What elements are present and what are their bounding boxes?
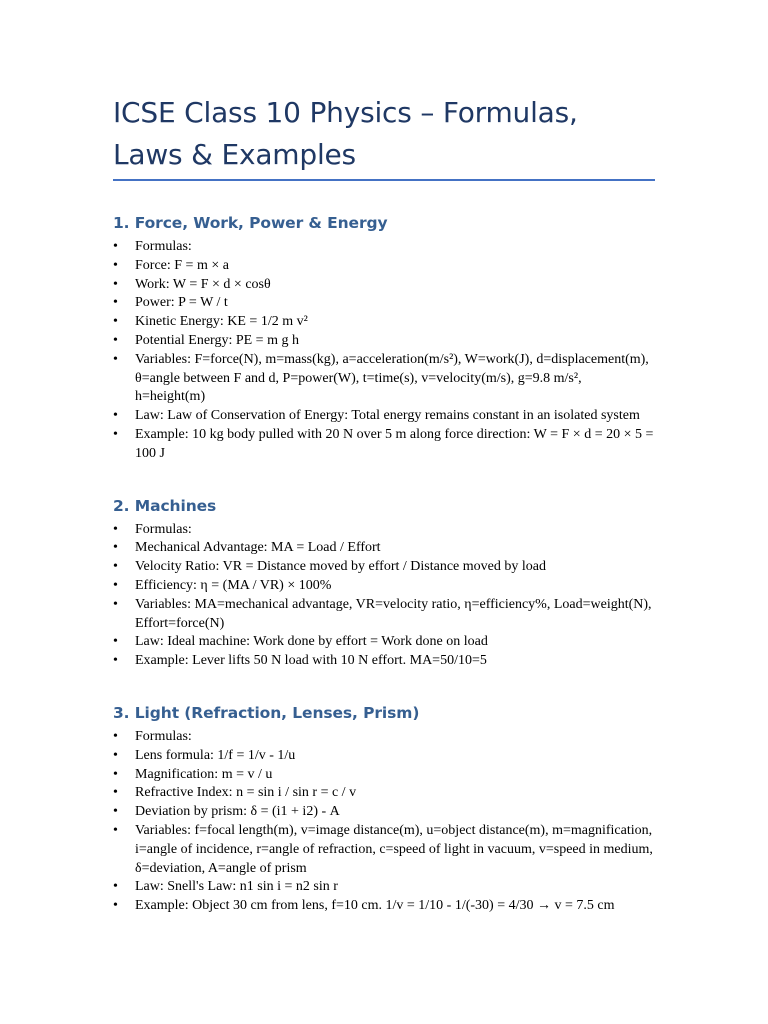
bullet-icon: •	[113, 295, 118, 311]
section-light	[113, 703, 655, 916]
list-item: • Example: 10 kg body pulled with 20 N over 5 m along force direction: W = F × d = 20 × 5 = 100 J	[113, 426, 654, 461]
document-page	[113, 92, 655, 916]
list-item: • Formulas:	[113, 728, 655, 747]
list-item: • Work: W = F × d × cosθ	[113, 276, 655, 295]
list-item: • Example: Object 30 cm from lens, f=10 cm. 1/v = 1/10 - 1/(-30) = 4/30 → v = 7.5 cm	[113, 897, 655, 916]
bullet-list	[113, 728, 655, 916]
bullet-icon: •	[113, 653, 118, 669]
list-item: • Mechanical Advantage: MA = Load / Effort	[113, 539, 655, 558]
list-item: • Refractive Index: n = sin i / sin r = c / v	[113, 784, 655, 803]
bullet-icon: •	[113, 596, 118, 612]
bullet-list	[113, 521, 655, 671]
bullet-icon: •	[113, 634, 118, 650]
list-item: • Kinetic Energy: KE = 1/2 m v²	[113, 313, 655, 332]
list-item: • Velocity Ratio: VR = Distance moved by effort / Distance moved by load	[113, 558, 655, 577]
list-item: • Formulas:	[113, 521, 655, 540]
list-item: • Deviation by prism: δ = (i1 + i2) - A	[113, 803, 655, 822]
section-force-work-power-energy	[113, 213, 655, 464]
bullet-icon: •	[113, 332, 118, 348]
list-item: • Power: P = W / t	[113, 294, 655, 313]
list-item: • Formulas:	[113, 238, 655, 257]
bullet-icon: •	[113, 257, 118, 273]
list-item: • Law: Ideal machine: Work done by effort = Work done on load	[113, 633, 655, 652]
list-item: • Variables: f=focal length(m), v=image distance(m), u=object distance(m), m=magnification, i=angle of incidence, r=angle of refraction, c=speed of light in vacuum, v=speed in medium, δ=deviation, A=angle of prism	[113, 822, 653, 876]
bullet-icon: •	[113, 822, 118, 838]
bullet-icon: •	[113, 239, 118, 254]
list-item: • Variables: MA=mechanical advantage, VR=velocity ratio, η=efficiency%, Load=weight(N), Effort=force(N)	[113, 596, 652, 631]
bullet-icon: •	[113, 577, 118, 593]
bullet-icon: •	[113, 540, 118, 556]
list-item: • Law: Law of Conservation of Energy: Total energy remains constant in an isolated system	[113, 407, 655, 426]
list-item: • Lens formula: 1/f = 1/v - 1/u	[113, 747, 655, 766]
list-item: • Example: Lever lifts 50 N load with 10 N effort. MA=50/10=5	[113, 652, 655, 671]
bullet-icon: •	[113, 804, 118, 820]
list-item: • Variables: F=force(N), m=mass(kg), a=acceleration(m/s²), W=work(J), d=displacement(m), θ=angle between F and d, P=power(W), t=time(s), v=velocity(m/s), g=9.8 m/s², h=height(m)	[113, 351, 649, 405]
list-item: • Efficiency: η = (MA / VR) × 100%	[113, 577, 655, 596]
bullet-icon: •	[113, 747, 118, 763]
bullet-icon: •	[113, 879, 118, 895]
list-item: • Force: F = m × a	[113, 257, 655, 276]
title-underline	[113, 179, 655, 181]
bullet-icon: •	[113, 314, 118, 330]
document-title: ICSE Class 10 Physics – Formulas, Laws & Examples	[113, 96, 578, 171]
bullet-icon: •	[113, 728, 118, 744]
bullet-icon: •	[113, 785, 118, 801]
bullet-icon: •	[113, 351, 118, 367]
bullet-icon: •	[113, 521, 118, 537]
list-item: • Magnification: m = v / u	[113, 766, 655, 785]
bullet-icon: •	[113, 898, 118, 914]
section-heading: 1. Force, Work, Power & Energy	[113, 214, 388, 232]
bullet-icon: •	[113, 408, 118, 424]
bullet-icon: •	[113, 426, 118, 442]
bullet-icon: •	[113, 766, 118, 782]
bullet-list	[113, 238, 655, 464]
section-machines	[113, 496, 655, 671]
section-heading: 3. Light (Refraction, Lenses, Prism)	[113, 703, 420, 722]
section-heading: 2. Machines	[113, 496, 217, 515]
bullet-icon: •	[113, 276, 118, 292]
bullet-icon: •	[113, 559, 118, 575]
list-item: • Law: Snell's Law: n1 sin i = n2 sin r	[113, 878, 655, 897]
list-item: • Potential Energy: PE = m g h	[113, 332, 655, 351]
